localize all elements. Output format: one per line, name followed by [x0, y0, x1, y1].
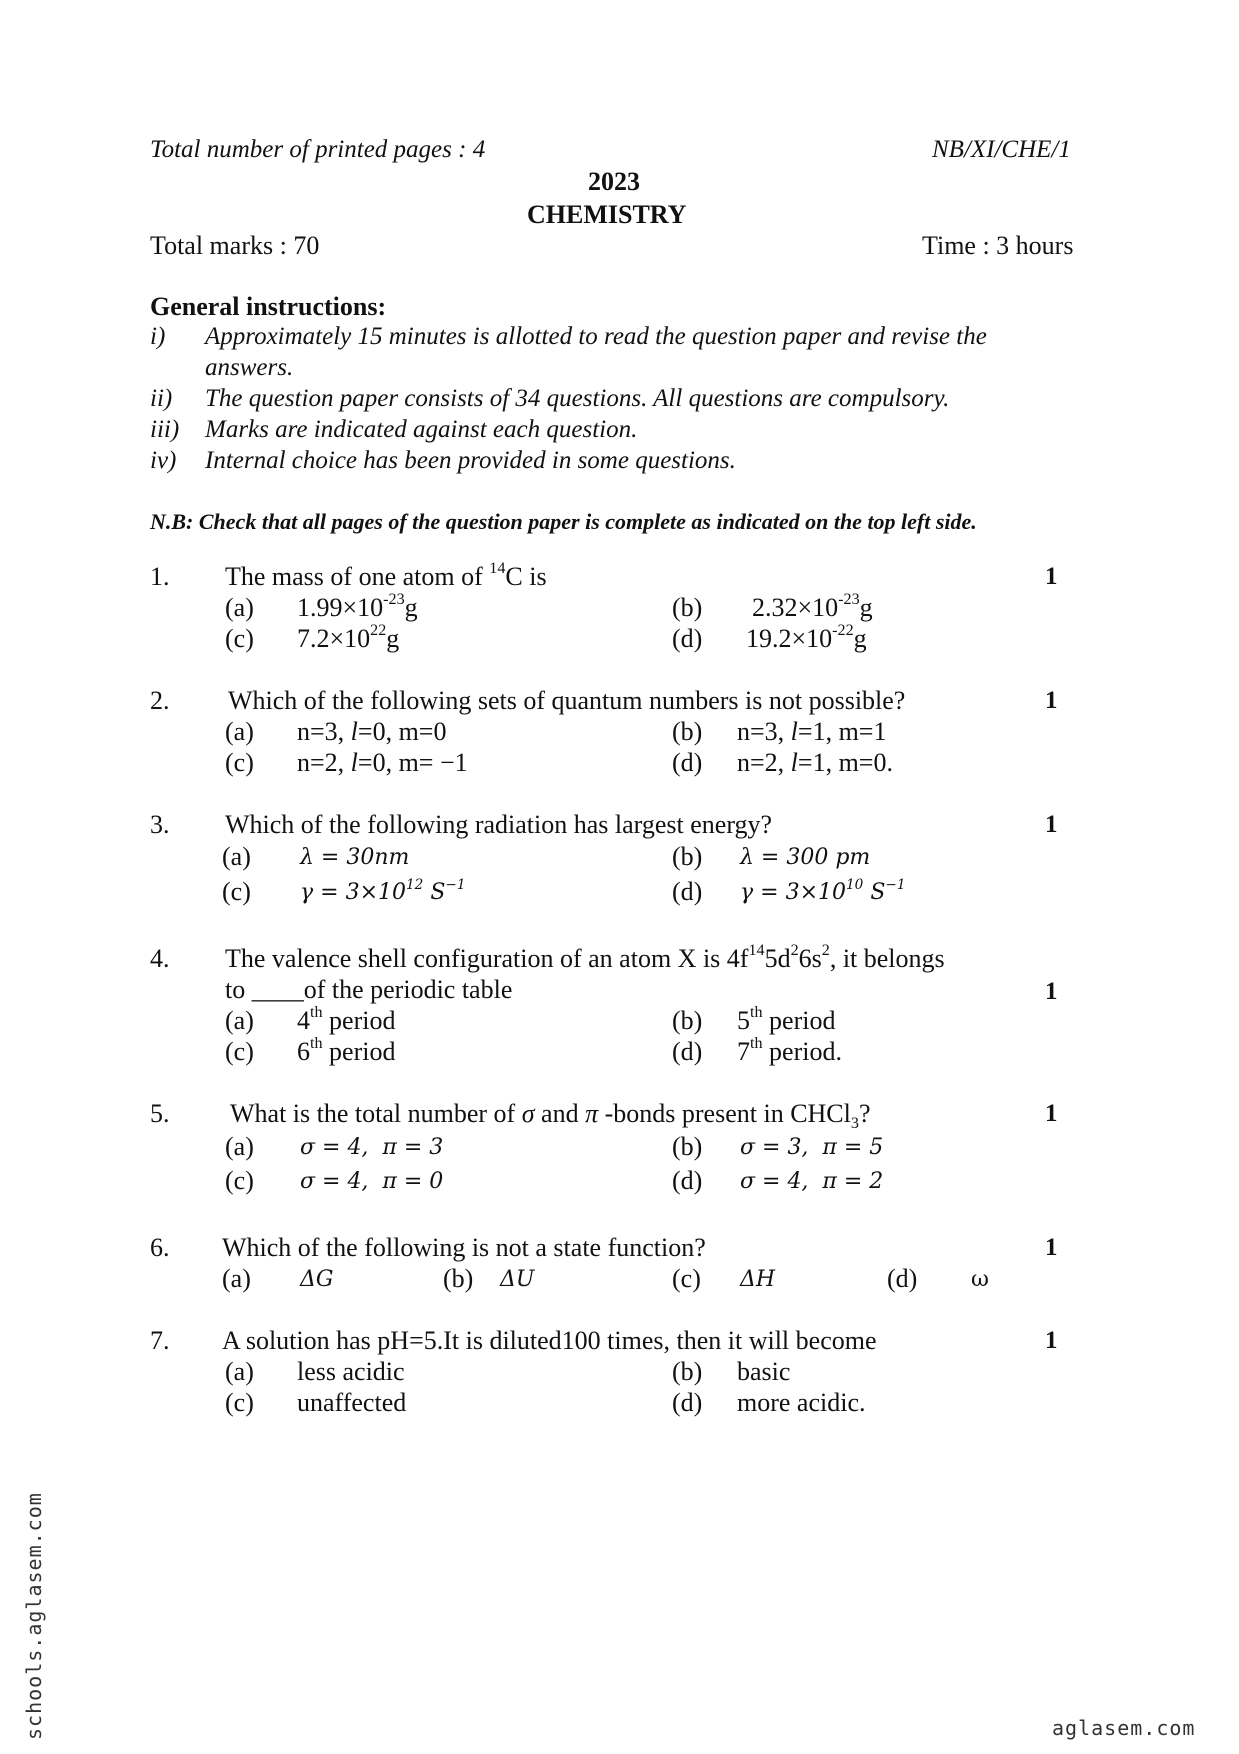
- question-number: 6.: [150, 1233, 170, 1262]
- option-value: ΔU: [500, 1267, 535, 1292]
- option-value: $19.2\times 10^{-22}g$: [746, 621, 867, 653]
- option-value: n=3, l=1, m=1: [737, 717, 887, 746]
- option-value: basic: [737, 1357, 791, 1386]
- option-value: 4th period: [297, 1003, 396, 1035]
- option-value: unaffected: [297, 1388, 407, 1417]
- time-allowed: Time : 3 hours: [922, 231, 1074, 260]
- option-label: (d): [887, 1264, 918, 1293]
- instruction-number: i): [150, 323, 166, 350]
- option-value: $2.32\times 10^{-23}g$: [752, 590, 873, 622]
- question-marks: 1: [1045, 1234, 1058, 1261]
- exam-year: 2023: [588, 167, 640, 196]
- instructions-title: General instructions:: [150, 292, 387, 321]
- question-text: Which of the following is not a state function?: [222, 1233, 706, 1262]
- option-label: (c): [672, 1264, 701, 1293]
- option-value: $7.2\times 10^{22}g$: [297, 621, 400, 653]
- question-marks: 1: [1045, 811, 1058, 838]
- total-marks: Total marks : 70: [150, 231, 320, 260]
- option-value: σ = 4, π = 2: [740, 1169, 884, 1194]
- option-value: less acidic: [297, 1357, 405, 1386]
- nb-note: N.B: Check that all pages of the question paper is complete as indicated on the top left side.: [150, 509, 977, 534]
- instruction-text-continued: answers.: [205, 354, 294, 381]
- question-number: 5.: [150, 1099, 170, 1128]
- question-text: Which of the following sets of quantum numbers is not possible?: [228, 686, 906, 715]
- option-label: (d): [672, 748, 703, 777]
- option-value: λ = 300 pm: [740, 845, 871, 870]
- instruction-number: iv): [150, 447, 177, 474]
- option-label: (b): [672, 1132, 703, 1161]
- option-label: (a): [222, 1264, 251, 1293]
- side-watermark: schools.aglasem.com: [22, 1492, 46, 1740]
- option-value: σ = 4, π = 0: [300, 1169, 444, 1194]
- option-label: (b): [443, 1264, 474, 1293]
- question-marks: 1: [1045, 563, 1058, 590]
- option-label: (a): [225, 717, 254, 746]
- footer-watermark: aglasem.com: [1052, 1716, 1196, 1740]
- question-number: 4.: [150, 944, 170, 973]
- question-marks: 1: [1045, 687, 1058, 714]
- option-label: (c): [225, 1388, 254, 1417]
- question-marks: 1: [1045, 1100, 1058, 1127]
- question-number: 3.: [150, 810, 170, 839]
- question-text-continued: to ____of the periodic table: [225, 975, 513, 1004]
- option-label: (b): [672, 842, 703, 871]
- option-value: ΔH: [740, 1267, 776, 1292]
- option-value: ΔG: [300, 1267, 334, 1292]
- instruction-text: Internal choice has been provided in some questions.: [205, 447, 736, 474]
- option-value: ω: [971, 1267, 989, 1292]
- instruction-text: The question paper consists of 34 questions. All questions are compulsory.: [205, 385, 950, 412]
- option-label: (a): [222, 842, 251, 871]
- question-marks: 1: [1045, 978, 1058, 1005]
- question-text: What is the total number of σ and π -bonds present in CHCl$_3$?: [230, 1099, 871, 1133]
- option-label: (b): [672, 1357, 703, 1386]
- option-label: (c): [225, 1166, 254, 1195]
- option-label: (d): [672, 1166, 703, 1195]
- option-label: (d): [672, 1037, 703, 1066]
- option-value: 6th period: [297, 1034, 396, 1066]
- instruction-text: Marks are indicated against each question.: [205, 416, 638, 443]
- option-label: (c): [222, 877, 251, 906]
- option-value: σ = 4, π = 3: [300, 1135, 444, 1160]
- option-value: λ = 30nm: [300, 845, 410, 870]
- option-label: (d): [672, 1388, 703, 1417]
- option-value: $\gamma = 3\times 10^{12}$ $S^{-1}$: [300, 876, 466, 905]
- option-value: n=2, l=1, m=0.: [737, 748, 893, 777]
- option-label: (a): [225, 1357, 254, 1386]
- question-text: The mass of one atom of $^{14}$C is: [225, 559, 547, 591]
- printed-pages-note: Total number of printed pages : 4: [150, 136, 486, 163]
- option-label: (c): [225, 1037, 254, 1066]
- question-marks: 1: [1045, 1327, 1058, 1354]
- option-label: (d): [672, 624, 703, 653]
- question-text: The valence shell configuration of an atom X is $4f^{14}5d^26s^2$, it belongs: [225, 941, 945, 973]
- option-label: (d): [672, 877, 703, 906]
- question-number: 1.: [150, 562, 170, 591]
- option-value: n=2, l=0, m= −1: [297, 748, 468, 777]
- option-label: (b): [672, 717, 703, 746]
- instruction-text: Approximately 15 minutes is allotted to read the question paper and revise the: [205, 323, 987, 350]
- subject-title: CHEMISTRY: [527, 200, 687, 229]
- option-label: (c): [225, 748, 254, 777]
- question-number: 7.: [150, 1326, 170, 1355]
- question-number: 2.: [150, 686, 170, 715]
- option-value: σ = 3, π = 5: [740, 1135, 884, 1160]
- paper-code: NB/XI/CHE/1: [932, 136, 1071, 163]
- option-label: (a): [225, 593, 254, 622]
- option-value: 5th period: [737, 1003, 836, 1035]
- question-text: A solution has pH=5.It is diluted100 times, then it will become: [222, 1326, 877, 1355]
- option-label: (b): [672, 1006, 703, 1035]
- option-value: n=3, l=0, m=0: [297, 717, 447, 746]
- option-label: (c): [225, 624, 254, 653]
- option-value: $1.99\times 10^{-23}g$: [297, 590, 418, 622]
- question-text: Which of the following radiation has largest energy?: [225, 810, 773, 839]
- instruction-number: ii): [150, 385, 173, 412]
- option-label: (b): [672, 593, 703, 622]
- option-value: 7th period.: [737, 1034, 842, 1066]
- instruction-number: iii): [150, 416, 180, 443]
- option-value: $\gamma = 3\times 10^{10}$ $S^{-1}$: [740, 876, 906, 905]
- option-value: more acidic.: [737, 1388, 866, 1417]
- option-label: (a): [225, 1132, 254, 1161]
- option-label: (a): [225, 1006, 254, 1035]
